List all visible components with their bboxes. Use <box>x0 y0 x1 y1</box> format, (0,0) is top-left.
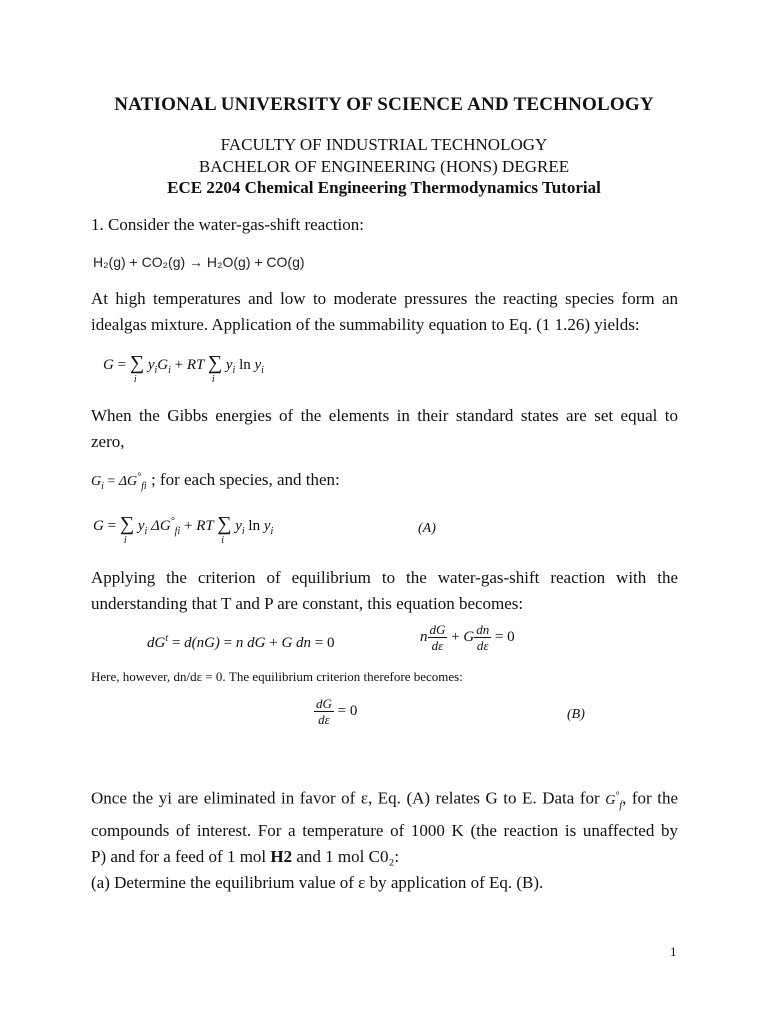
paragraph-line: understanding that T and P are constant, this equation becomes: <box>91 594 524 613</box>
derivative-equation: n $\frac{dG}{d\varepsilon}$ + G $\frac{dn}{d\varepsilon}$ = 0 <box>420 622 515 653</box>
reaction-equation: H₂(g) + CO₂(g) → H₂O(g) + CO(g) <box>93 254 305 270</box>
equation-b: $\frac{dG}{d\varepsilon}$ = 0 <box>316 696 358 727</box>
paragraph-line: zero, <box>91 432 125 451</box>
paragraph-ideal-gas <box>91 286 678 338</box>
species-gibbs-text: ; for each species, and then: <box>150 470 340 489</box>
course-title: ECE 2204 Chemical Engineering Thermodynamics Tutorial <box>167 178 601 197</box>
data-text-b: , for the <box>622 788 678 808</box>
paragraph-line: Applying the criterion of equilibrium to the water-gas-shift reaction with the <box>91 568 678 587</box>
data-text-c: P) and for a feed of 1 mol <box>91 847 267 867</box>
paragraph-line: compounds of interest. For a temperature of 1000 K (the reaction is unaffected by <box>91 821 678 841</box>
data-text-d: and 1 mol C0₂: <box>296 847 400 867</box>
paragraph-gibbs-zero <box>91 403 678 455</box>
paragraph-line <box>91 844 678 870</box>
species-gibbs-line <box>91 470 340 492</box>
degree-line: BACHELOR OF ENGINEERING (HONS) DEGREE <box>198 157 570 176</box>
equation-b-label: (B) <box>567 707 585 722</box>
paragraph-line: When the Gibbs energies of the elements in their standard states are set equal to <box>91 406 678 425</box>
paragraph-line: At high temperatures and low to moderate pressures the reacting species form an <box>91 289 678 308</box>
page-number: 1 <box>670 944 677 959</box>
paragraph-equilibrium-criterion <box>91 565 678 617</box>
faculty-line: FACULTY OF INDUSTRIAL TECHNOLOGY <box>220 135 548 154</box>
paragraph-line: idealgas mixture. Application of the summability equation to Eq. (1 1.26) yields: <box>91 315 640 334</box>
data-text-a: Once the yi are eliminated in favor of ε, Eq. (A) relates G to E. Data for <box>91 788 600 808</box>
equation-a-label: (A) <box>418 521 436 536</box>
gibbs-formation-symbol: $G^\circ_f$ <box>605 790 623 811</box>
paragraph-data <box>91 783 678 870</box>
equation-a: G = ∑ i $y_i$ $\Delta G^\circ_{fi}$ + RT ∑ i $y_i$ $\ln y_i$ <box>93 513 274 546</box>
h2-bold: H2 <box>270 847 293 867</box>
part-a-question: (a) Determine the equilibrium value of ε by application of Eq. (B). <box>91 873 544 892</box>
gibbs-formation-definition: $G_i = \Delta G^\circ_{fi}$ <box>91 471 147 492</box>
total-gibbs-differential-equation: $dG^t = d(nG) = n$ dG + G dn = 0 <box>147 633 335 651</box>
here-however-note: Here, however, dn/dε = 0. The equilibrium criterion therefore becomes: <box>91 669 463 684</box>
question-intro: 1. Consider the water-gas-shift reaction: <box>91 215 364 234</box>
paragraph-line <box>91 783 678 818</box>
gibbs-summability-equation: G = ∑ i $y_iG_i$ + RT ∑ i $y_i$ $\ln y_i$ <box>103 352 264 385</box>
university-title: NATIONAL UNIVERSITY OF SCIENCE AND TECHNOLOGY <box>114 94 654 115</box>
